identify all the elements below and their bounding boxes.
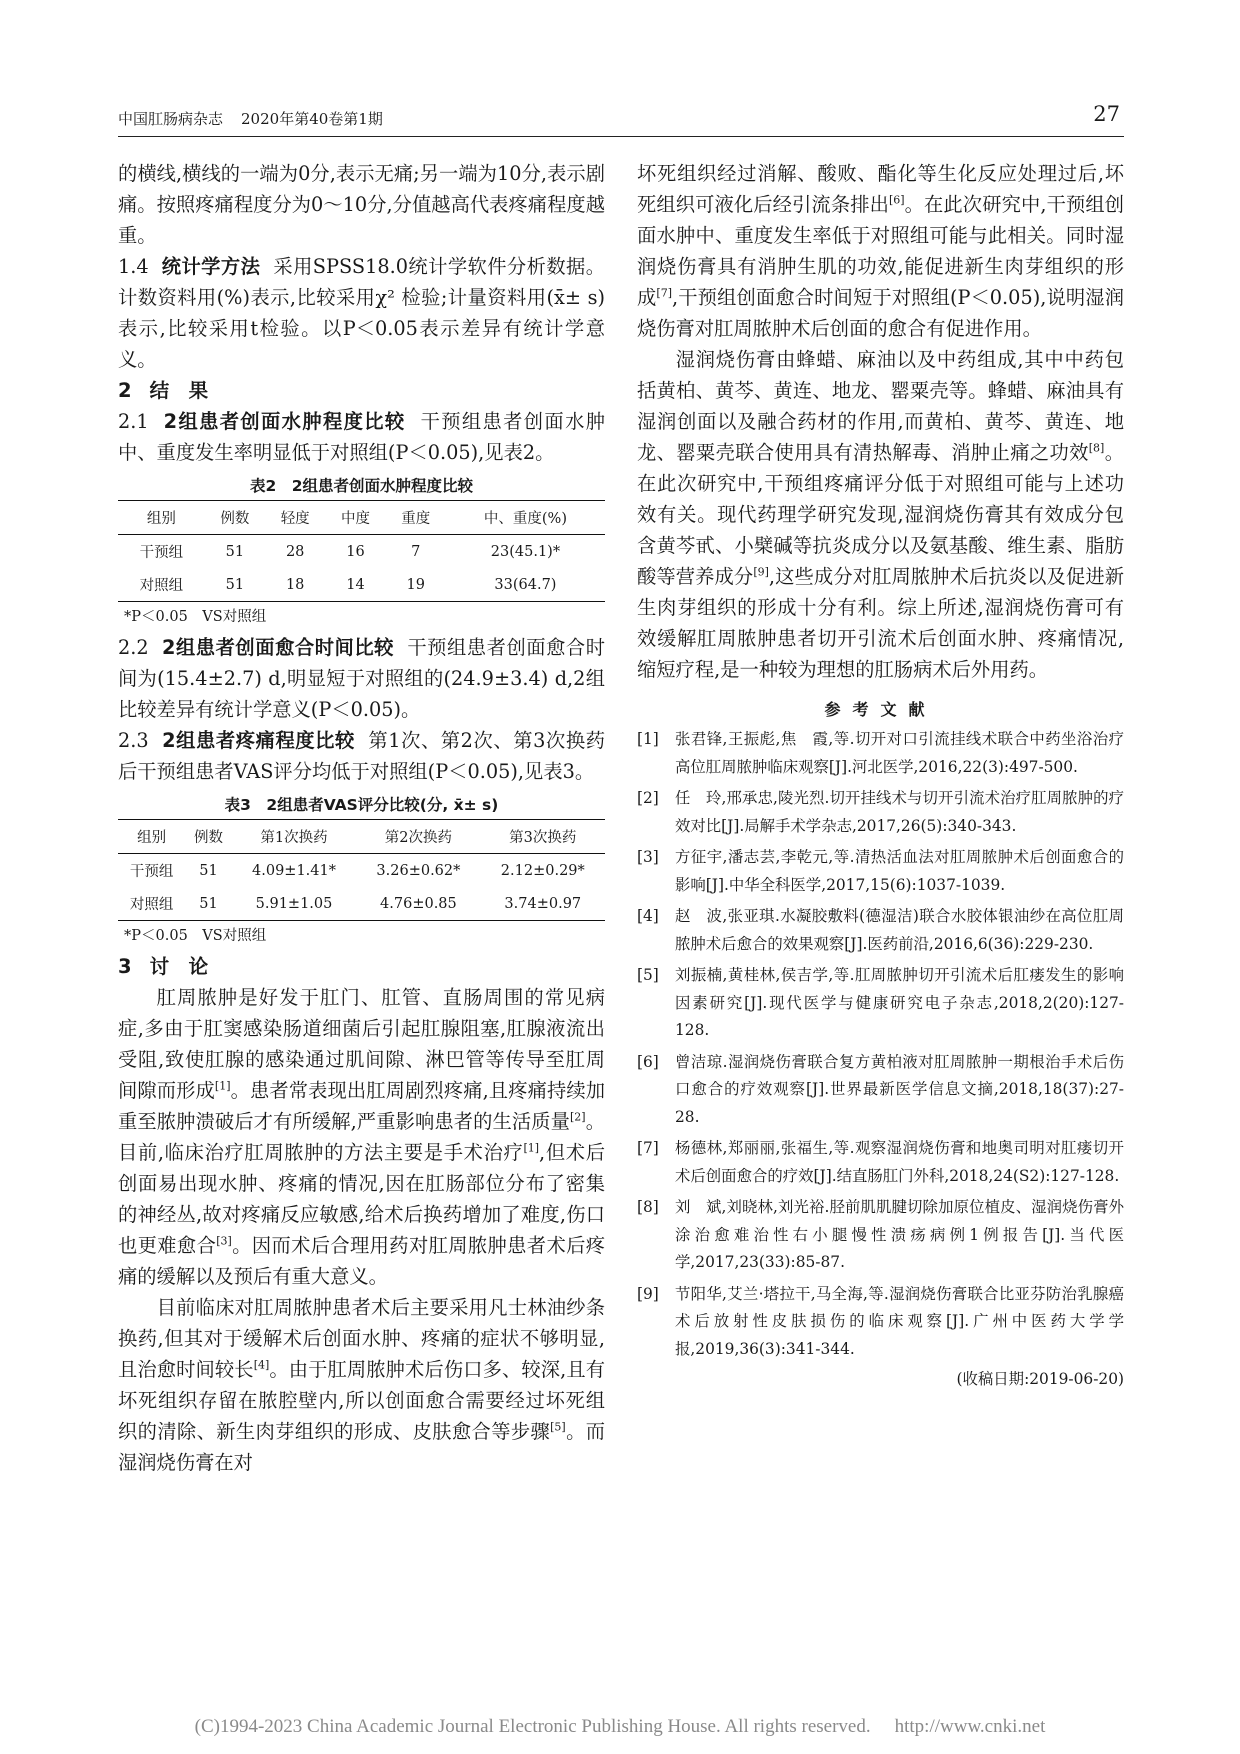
- journal-info: [118, 108, 383, 129]
- reference-item: [637, 726, 1124, 781]
- table-row: [118, 568, 605, 602]
- column-header: 第1次换药: [260, 830, 328, 846]
- citation: [9]: [753, 565, 769, 579]
- discussion-paragraph-4: [637, 344, 1124, 685]
- citation: [1]: [214, 1079, 231, 1093]
- discussion-paragraph-1: [118, 982, 605, 1292]
- reference-number: [8]: [637, 1198, 659, 1216]
- reference-item: [637, 1281, 1124, 1364]
- table-cell: 51: [225, 576, 245, 593]
- section-text: 干预组患者创面愈合时间为(15.4±2.7) d,明显短于对照组的(24.9±3.4) d,2组比较差异有统计学意义(P＜0.05)。: [118, 636, 606, 721]
- section-title: 结 果: [149, 379, 209, 402]
- citation: [4]: [253, 1358, 270, 1372]
- table-row: [118, 535, 605, 569]
- column-header: 轻度: [280, 511, 310, 527]
- table-cell: 对照组: [139, 578, 184, 594]
- table-cell: 3.74±0.97: [504, 895, 582, 912]
- text-run: ,这些成分对肛周脓肿术后抗炎以及促进新生肉芽组织的形成十分有利。综上所述,湿润烧伤膏可有效缓解肛周脓肿患者切开引流术后创面水肿、疼痛情况,缩短疗程,是一种较为理想的肛肠病术后外用药。: [637, 565, 1124, 681]
- citation: [8]: [1088, 441, 1105, 455]
- page-number: 27: [1093, 102, 1120, 126]
- text-run: 目前临床对肛周脓肿患者术后主要采用凡士林油纱条换药,但其对于缓解术后创面水肿、疼痛的症状不够明显,且治愈时间较长: [118, 1296, 605, 1381]
- table-cell: 28: [285, 543, 305, 560]
- text-run: 。在此次研究中,干预组创面水肿中、重度发生率低于对照组可能与此相关。同时湿润烧伤膏具有消肿生肌的功效,能促进新生肉芽组织的形成: [637, 193, 1124, 309]
- table-cell: 14: [346, 576, 365, 593]
- table-cell: 2.12±0.29*: [500, 862, 585, 879]
- table-cell: 4.09±1.41*: [252, 862, 336, 879]
- reference-text: 方征宇,潘志芸,李乾元,等.清热活血法对肛周脓肿术后创面愈合的影响[J].中华全科医学,2017,15(6):1037-1039.: [675, 848, 1124, 894]
- table-cell: 对照组: [129, 897, 174, 913]
- reference-number: [4]: [637, 907, 659, 925]
- table-header-row: [118, 501, 605, 535]
- table-cell: 51: [225, 543, 245, 560]
- section-number: 2.2: [118, 636, 149, 659]
- column-header: 第2次换药: [384, 830, 453, 846]
- reference-text: 杨德林,郑丽丽,张福生,等.观察湿润烧伤膏和地奥司明对肛瘘切开术后创面愈合的疗效[J].结直肠肛门外科,2018,24(S2):127-128.: [675, 1139, 1124, 1185]
- citation: [5]: [550, 1420, 566, 1434]
- section-2-2: [118, 632, 605, 725]
- reference-list: [637, 726, 1124, 1363]
- table-3-note: *P＜0.05 VS对照组: [124, 928, 267, 944]
- reference-text: 刘 斌,刘晓林,刘光裕.胫前肌肌腱切除加原位植皮、湿润烧伤膏外涂治愈难治性右小腿慢性溃疡病例1例报告[J].当代医学,2017,23(33):85-87.: [675, 1198, 1124, 1271]
- copyright-text: (C)1994-2023 China Academic Journal Electronic Publishing House. All rights reserved.: [194, 1716, 871, 1737]
- right-column: [637, 158, 1124, 1389]
- table-cell: 19: [406, 576, 425, 593]
- section-number: 3: [118, 955, 132, 978]
- section-3-heading: [118, 951, 605, 982]
- text-run: 湿润烧伤膏由蜂蜡、麻油以及中药组成,其中中药包括黄柏、黄芩、黄连、地龙、罂粟壳等。蜂蜡、麻油具有湿润创面以及融合药材的作用,而黄柏、黄芩、黄连、地龙、罂粟壳联合使用具有清热解毒、消肿止痛之功效: [637, 348, 1124, 464]
- citation: [2]: [570, 1110, 586, 1124]
- section-number: 2: [118, 379, 132, 402]
- section-number: 2.1: [118, 410, 149, 433]
- section-title: 2组患者创面水肿程度比较: [163, 410, 406, 433]
- reference-item: [637, 1049, 1124, 1132]
- table-cell: 3.26±0.62*: [376, 862, 461, 879]
- column-header: 组别: [146, 511, 176, 527]
- reference-text: 赵 波,张亚琪.水凝胶敷料(德湿洁)联合水胶体银油纱在高位肛周脓肿术后愈合的效果观察[J].医药前沿,2016,6(36):229-230.: [675, 907, 1124, 953]
- text-run: ,但术后创面易出现水肿、疼痛的情况,因在肛肠部位分布了密集的神经丛,故对疼痛反应敏感,给术后换药增加了难度,伤口也更难愈合: [118, 1141, 605, 1257]
- section-1-4: [118, 251, 605, 375]
- table-row: [118, 887, 605, 921]
- section-title: 统计学方法: [161, 255, 261, 278]
- reference-number: [3]: [637, 848, 659, 866]
- section-text: 干预组患者创面水肿中、重度发生率明显低于对照组(P＜0.05),见表2。: [118, 410, 606, 464]
- table-2-note: *P＜0.05 VS对照组: [124, 609, 267, 625]
- table-row: [118, 854, 605, 888]
- reference-number: [6]: [637, 1052, 659, 1071]
- section-number: 2.3: [118, 729, 149, 752]
- text-run: 。因而术后合理用药对肛周脓肿患者术后疼痛的缓解以及预后有重大意义。: [118, 1234, 606, 1288]
- section-title: 讨 论: [149, 955, 209, 978]
- section-2-3: [118, 725, 605, 787]
- column-header: 中度: [340, 511, 370, 527]
- table-2: [118, 500, 605, 602]
- citation: [6]: [888, 193, 905, 207]
- reference-number: [9]: [637, 1284, 659, 1303]
- reference-text: 任 玲,邢承忠,陵光烈.切开挂线术与切开引流术治疗肛周脓肿的疗效对比[J].局解手术学杂志,2017,26(5):340-343.: [675, 789, 1124, 835]
- text-run: 肛周脓肿是好发于肛门、肛管、直肠周围的常见病症,多由于肛窦感染肠道细菌后引起肛腺阻塞,肛腺液流出受阻,致使肛腺的感染通过肌间隙、淋巴管等传导至肛周间隙而形成: [118, 986, 605, 1102]
- section-2-1: [118, 406, 605, 468]
- reference-item: [637, 844, 1124, 899]
- table-cell: 18: [285, 576, 305, 593]
- table-header-row: [118, 820, 605, 854]
- column-header: 中、重度(%): [483, 511, 567, 527]
- discussion-paragraph-2: [118, 1292, 605, 1478]
- table-2-caption: 表2 2组患者创面水肿程度比较: [249, 477, 474, 495]
- text-run: 坏死组织经过消解、酸败、酯化等生化反应处理过后,坏死组织可液化后经引流条排出: [637, 162, 1124, 216]
- table-cell: 干预组: [139, 545, 184, 561]
- table-3: [118, 819, 605, 921]
- table-cell: 23(45.1)*: [490, 543, 561, 560]
- table-3-caption: 表3 2组患者VAS评分比较(分, x̄± s): [224, 796, 499, 814]
- footer-url: http://www.cnki.net: [894, 1716, 1046, 1737]
- section-text: 采用SPSS18.0统计学软件分析数据。计数资料用(%)表示,比较采用χ² 检验;计量资料用(x̄± s)表示,比较采用t检验。以P＜0.05表示差异有统计学意义。: [118, 255, 606, 371]
- table-cell: 4.76±0.85: [380, 895, 457, 912]
- table-cell: 51: [199, 862, 218, 879]
- table-cell: 33(64.7): [494, 576, 557, 593]
- discussion-paragraph-3: [637, 158, 1124, 344]
- column-header: 例数: [220, 511, 250, 527]
- text-run: ,干预组创面愈合时间短于对照组(P＜0.05),说明湿润烧伤膏对肛周脓肿术后创面的愈合有促进作用。: [637, 286, 1124, 340]
- reference-number: [2]: [637, 789, 659, 807]
- reference-item: [637, 785, 1124, 840]
- column-header: 第3次换药: [509, 830, 577, 846]
- text-run: 。患者常表现出肛周剧烈疼痛,且疼痛持续加重至脓肿溃破后才有所缓解,严重影响患者的生活质量: [118, 1079, 605, 1133]
- section-title: 2组患者疼痛程度比较: [162, 729, 355, 752]
- text-run: 。由于肛周脓肿术后伤口多、较深,且有坏死组织存留在脓腔壁内,所以创面愈合需要经过坏死组织的清除、新生肉芽组织的形成、皮肤愈合等步骤: [118, 1358, 606, 1443]
- left-column: [118, 158, 605, 1478]
- text-run: 。在此次研究中,干预组疼痛评分低于对照组可能与上述功效有关。现代药理学研究发现,湿润烧伤膏其有效成分包含黄芩甙、小檗碱等抗炎成分以及氨基酸、维生素、脂肪酸等营养成分: [637, 441, 1125, 588]
- journal-issue: 2020年第40卷第1期: [241, 110, 383, 128]
- section-number: 1.4: [118, 255, 149, 278]
- reference-text: 刘振楠,黄桂林,侯吉学,等.肛周脓肿切开引流术后肛瘘发生的影响因素研究[J].现代医学与健康研究电子杂志,2018,2(20):127-128.: [675, 966, 1124, 1039]
- paragraph-vas-intro: 的横线,横线的一端为0分,表示无痛;另一端为10分,表示剧痛。按照疼痛程度分为0～10分,分值越高代表疼痛程度越重。: [118, 162, 605, 247]
- table-cell: 51: [199, 895, 218, 912]
- section-2-heading: [118, 375, 605, 406]
- column-header: 组别: [137, 830, 167, 846]
- reference-text: 节阳华,艾兰·塔拉干,马全海,等.湿润烧伤膏联合比亚芬防治乳腺癌术后放射性皮肤损伤的临床观察[J].广州中医药大学学报,2019,36(3):341-344.: [675, 1284, 1124, 1358]
- table-cell: 7: [411, 543, 421, 560]
- reference-number: [5]: [637, 966, 659, 984]
- reference-item: [637, 1135, 1124, 1190]
- reference-text: 张君锋,王振彪,焦 霞,等.切开对口引流挂线术联合中药坐浴治疗高位肛周脓肿临床观察[J].河北医学,2016,22(3):497-500.: [675, 730, 1124, 776]
- citation: [1]: [523, 1141, 540, 1155]
- citation: [7]: [656, 286, 673, 300]
- reference-number: [1]: [637, 730, 659, 748]
- table-cell: 干预组: [129, 864, 174, 880]
- reference-item: [637, 903, 1124, 958]
- text-run: 。而湿润烧伤膏在对: [118, 1420, 606, 1474]
- journal-name: 中国肛肠病杂志: [118, 110, 224, 128]
- table-cell: 5.91±1.05: [255, 895, 333, 912]
- reference-item: [637, 1194, 1124, 1277]
- reference-number: [7]: [637, 1139, 659, 1157]
- running-header: [118, 102, 1124, 137]
- citation: [3]: [216, 1234, 232, 1248]
- column-header: 例数: [193, 830, 223, 846]
- table-cell: 16: [346, 543, 365, 560]
- copyright-footer: [0, 1716, 1240, 1738]
- text-run: 。目前,临床治疗肛周脓肿的方法主要是手术治疗: [118, 1110, 605, 1164]
- section-text: 第1次、第2次、第3次换药后干预组患者VAS评分均低于对照组(P＜0.05),见表3。: [118, 729, 605, 783]
- reference-item: [637, 962, 1124, 1045]
- reference-text: 曾洁琼.湿润烧伤膏联合复方黄柏液对肛周脓肿一期根治手术后伤口愈合的疗效观察[J].世界最新医学信息文摘,2018,18(37):27-28.: [675, 1052, 1124, 1126]
- section-title: 2组患者创面愈合时间比较: [162, 636, 394, 659]
- received-date: (收稿日期:2019-06-20): [956, 1370, 1124, 1388]
- references-heading: 参考文献: [824, 700, 937, 719]
- column-header: 重度: [401, 511, 431, 527]
